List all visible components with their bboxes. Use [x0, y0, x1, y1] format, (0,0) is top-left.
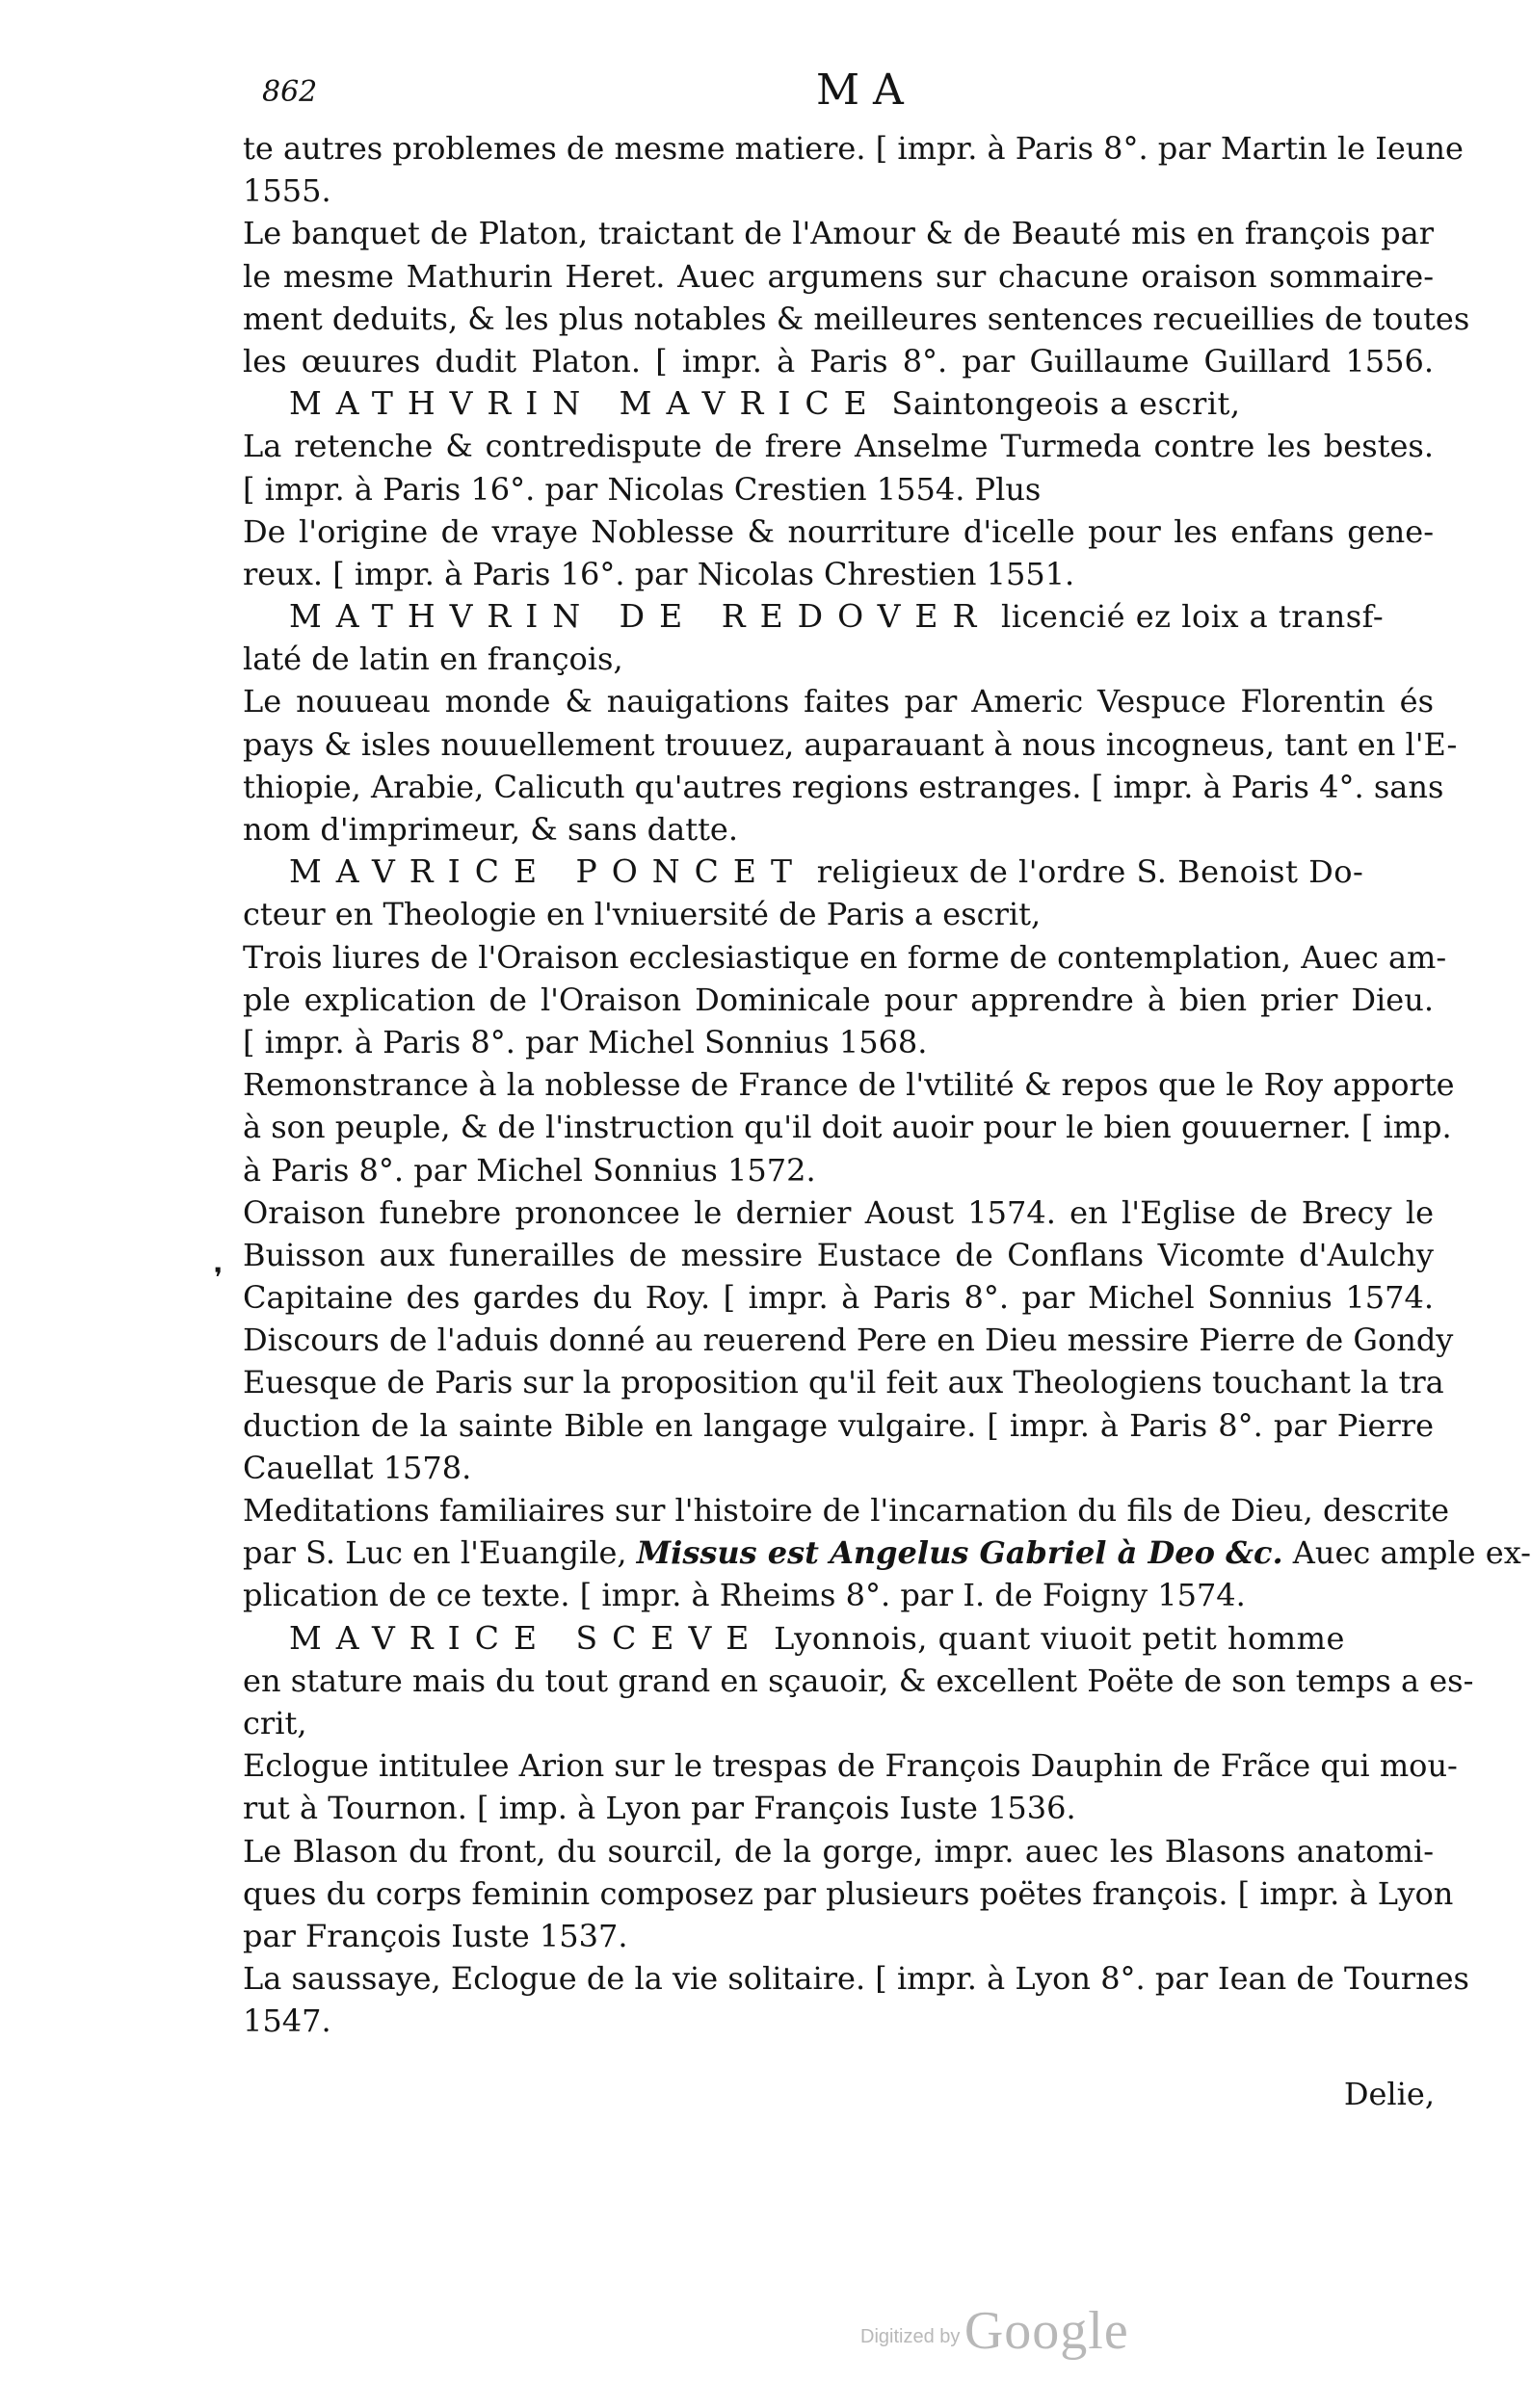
margin-mark: ❜ — [214, 1262, 224, 1294]
text-line: en stature mais du tout grand en sçauoir, & excellent Poëte de son temps a es- — [243, 1662, 1474, 1699]
text-line: ple explication de l'Oraison Dominicale pour apprendre à bien prier Dieu. — [243, 981, 1434, 1018]
text-line: Meditations familiaires sur l'histoire de l'incarnation du fils de Dieu, descrite — [243, 1492, 1450, 1529]
author-entry-heading — [243, 595, 1434, 638]
author-name: MATHVRIN DE REDOVER — [289, 597, 991, 636]
author-name: MATHVRIN MAVRICE — [289, 384, 882, 423]
text-line: pays & isles nouuellement trouuez, auparauant à nous incogneus, tant en l'E- — [243, 725, 1458, 763]
text-line: cteur en Theologie en l'vniuersité de Paris a escrit, — [243, 896, 1042, 933]
text-segment: Auec ample ex- — [1292, 1534, 1531, 1572]
text-line: Buisson aux funerailles de messire Eustace de Conflans Vicomte d'Aulchy — [243, 1236, 1434, 1273]
text-line: te autres problemes de mesme matiere. [ impr. à Paris 8°. par Martin le Ieune — [243, 130, 1464, 167]
text-segment: par S. Luc en l'Euangile, — [243, 1534, 627, 1572]
text-line: ment deduits, & les plus notables & meilleures sentences recueillies de toutes — [243, 300, 1470, 337]
text-line: [ impr. à Paris 16°. par Nicolas Crestien 1554. Plus — [243, 470, 1042, 508]
text-line: Le nouueau monde & nauigations faites par Americ Vespuce Florentin és — [243, 683, 1434, 720]
running-head: MA — [816, 65, 917, 115]
text-block — [243, 127, 1531, 2042]
text-line: thiopie, Arabie, Calicuth qu'autres regions estranges. [ impr. à Paris 4°. sans — [243, 768, 1444, 805]
watermark-prefix: Digitized by — [860, 2326, 961, 2347]
text-line: Oraison funebre prononcee le dernier Aoust 1574. en l'Eglise de Brecy le — [243, 1193, 1434, 1231]
text-line: Discours de l'aduis donné au reuerend Pere en Dieu messire Pierre de Gondy — [243, 1322, 1454, 1359]
google-logo: Google — [963, 2301, 1129, 2361]
text-line: plication de ce texte. [ impr. à Rheims 8°. par I. de Foigny 1574. — [243, 1577, 1246, 1614]
text-line: [ impr. à Paris 8°. par Michel Sonnius 1568. — [243, 1023, 928, 1060]
text-line: Le Blason du front, du sourcil, de la gorge, impr. auec les Blasons anatomi- — [243, 1832, 1434, 1870]
text-line: 1547. — [243, 2002, 331, 2040]
author-description: Lyonnois, quant viuoit petit homme — [774, 1619, 1345, 1657]
author-description: licencié ez loix a transf- — [1001, 598, 1385, 636]
text-line: à Paris 8°. par Michel Sonnius 1572. — [243, 1151, 816, 1189]
author-name: MAVRICE PONCET — [289, 852, 807, 891]
text-line: duction de la sainte Bible en langage vulgaire. [ impr. à Paris 8°. par Pierre — [243, 1406, 1434, 1444]
text-line: crit, — [243, 1704, 307, 1741]
text-line: Remonstrance à la noblesse de France de l'vtilité & repos que le Roy apporte — [243, 1066, 1455, 1104]
text-line: Capitaine des gardes du Roy. [ impr. à Paris 8°. par Michel Sonnius 1574. — [243, 1279, 1434, 1317]
text-line: le mesme Mathurin Heret. Auec argumens sur chacune oraison sommaire- — [243, 257, 1434, 295]
text-line: ques du corps feminin composez par plusieurs poëtes françois. [ impr. à Lyon — [243, 1874, 1454, 1912]
catchword: Delie, — [1343, 2076, 1435, 2112]
text-line: La retenche & contredispute de frere Anselme Turmeda contre les bestes. — [243, 428, 1434, 465]
author-description: religieux de l'ordre S. Benoist Do- — [816, 853, 1364, 891]
text-line: les œuures dudit Platon. [ impr. à Paris 8°. par Guillaume Guillard 1556. — [243, 342, 1434, 380]
author-name: MAVRICE SCEVE — [289, 1618, 764, 1657]
text-line: reux. [ impr. à Paris 16°. par Nicolas Chrestien 1551. — [243, 555, 1075, 592]
text-line: Euesque de Paris sur la proposition qu'il feit aux Theologiens touchant la tra — [243, 1364, 1444, 1401]
latin-quotation: Missus est Angelus Gabriel à Deo &c. — [636, 1534, 1283, 1572]
author-entry-heading — [243, 1617, 1434, 1660]
text-line: Trois liures de l'Oraison ecclesiastique en forme de contemplation, Auec am- — [243, 938, 1447, 976]
text-line: Eclogue intitulee Arion sur le trespas de François Dauphin de Frãce qui mou- — [243, 1747, 1458, 1785]
author-entry-heading — [243, 382, 1434, 425]
text-line: 1555. — [243, 172, 331, 210]
page-header — [262, 65, 1226, 123]
text-line — [243, 1531, 1531, 1574]
author-description: Saintongeois a escrit, — [891, 385, 1241, 423]
digitized-watermark — [860, 2300, 1129, 2362]
text-line: rut à Tournon. [ imp. à Lyon par François Iuste 1536. — [243, 1790, 1076, 1827]
text-line: laté de latin en françois, — [243, 641, 623, 678]
text-line: par François Iuste 1537. — [243, 1917, 628, 1954]
text-line: à son peuple, & de l'instruction qu'il doit auoir pour le bien gouuerner. [ imp. — [243, 1109, 1452, 1146]
page-number: 862 — [262, 75, 318, 109]
author-entry-heading — [243, 851, 1434, 893]
text-line: Le banquet de Platon, traictant de l'Amour & de Beauté mis en françois par — [243, 215, 1434, 252]
text-line: De l'origine de vraye Noblesse & nourriture d'icelle pour les enfans gene- — [243, 512, 1434, 550]
text-line: Cauellat 1578. — [243, 1449, 472, 1486]
text-line: nom d'imprimeur, & sans datte. — [243, 811, 739, 848]
text-line: La saussaye, Eclogue de la vie solitaire. [ impr. à Lyon 8°. par Iean de Tournes — [243, 1960, 1469, 1998]
